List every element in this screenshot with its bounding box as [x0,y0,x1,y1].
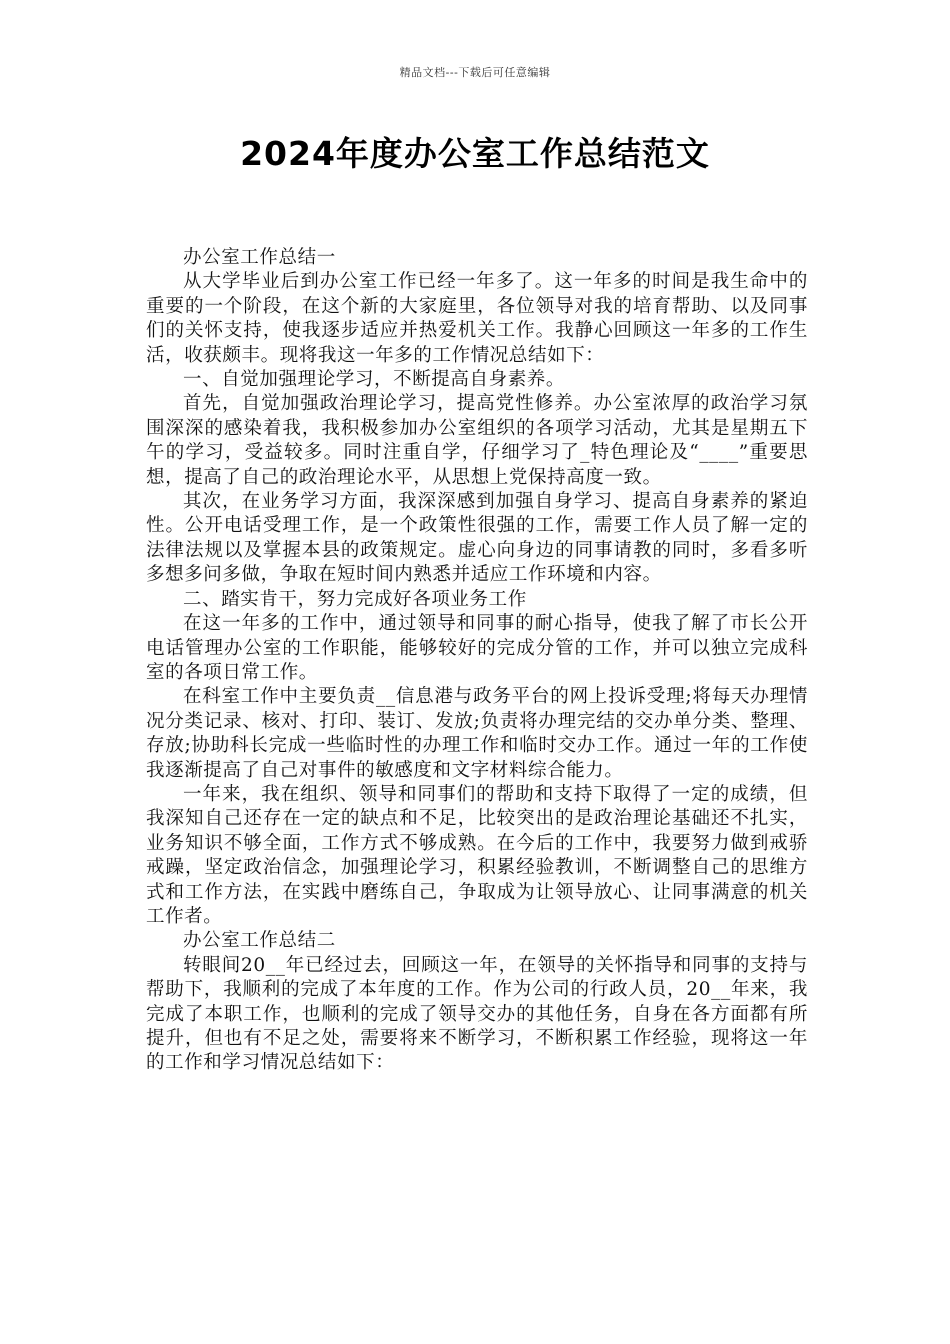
paragraph: 在科室工作中主要负责__信息港与政务平台的网上投诉受理;将每天办理情况分类记录、核对、打印、装订、发放;负责将办理完结的交办单分类、整理、存放;协助科长完成一些临时性的办理工作和临时交办工作。通过一年的工作使我逐渐提高了自己对事件的敏感度和文字材料综合能力。 [146,686,808,781]
paragraph: 一年来，我在组织、领导和同事们的帮助和支持下取得了一定的成绩，但我深知自己还存在一定的缺点和不足，比较突出的是政治理论基础还不扎实，业务知识不够全面，工作方式不够成熟。在今后的工作中，我要努力做到戒骄戒躁，坚定政治信念，加强理论学习，积累经验教训，不断调整自己的思维方式和工作方法，在实践中磨练自己，争取成为让领导放心、让同事满意的机关工作者。 [146,783,808,927]
document-title: 2024年度办公室工作总结范文 [240,134,710,173]
paragraph: 转眼间20__年已经过去，回顾这一年，在领导的关怀指导和同事的支持与帮助下，我顺利的完成了本年度的工作。作为公司的行政人员，20__年来，我完成了本职工作，也顺利的完成了领导交办的其他任务，自身在各方面都有所提升，但也有不足之处，需要将来不断学习，不断积累工作经验，现将这一年的工作和学习情况总结如下： [146,954,808,1074]
paragraph: 一、自觉加强理论学习，不断提高自身素养。 [183,369,566,391]
paragraph: 办公室工作总结二 [183,930,336,952]
header-note: 精品文档---下载后可任意编辑 [399,66,551,79]
paragraph: 从大学毕业后到办公室工作已经一年多了。这一年多的时间是我生命中的重要的一个阶段，在这个新的大家庭里，各位领导对我的培育帮助、以及同事们的关怀支持，使我逐步适应并热爱机关工作。我静心回顾这一年多的工作生活，收获颇丰。现将我这一年多的工作情况总结如下： [146,271,808,366]
paragraph: 二、踏实肯干，努力完成好各项业务工作 [183,588,527,610]
document-body [146,246,808,1076]
paragraph: 在这一年多的工作中，通过领导和同事的耐心指导，使我了解了市长公开电话管理办公室的工作职能，能够较好的完成分管的工作，并可以独立完成科室的各项日常工作。 [146,613,808,683]
paragraph: 办公室工作总结一 [183,247,336,268]
paragraph: 其次，在业务学习方面，我深深感到加强自身学习、提高自身素养的紧迫性。公开电话受理工作，是一个政策性很强的工作，需要工作人员了解一定的法律法规以及掌握本县的政策规定。虚心向身边的同事请教的同时，多看多听多想多问多做，争取在短时间内熟悉并适应工作环境和内容。 [146,491,808,586]
paragraph: 首先，自觉加强政治理论学习，提高党性修养。办公室浓厚的政治学习氛围深深的感染着我，我积极参加办公室组织的各项学习活动，尤其是星期五下午的学习，受益较多。同时注重自学，仔细学习了_特色理论及“____”重要思想，提高了自己的政治理论水平，从思想上党保持高度一致。 [146,393,808,488]
